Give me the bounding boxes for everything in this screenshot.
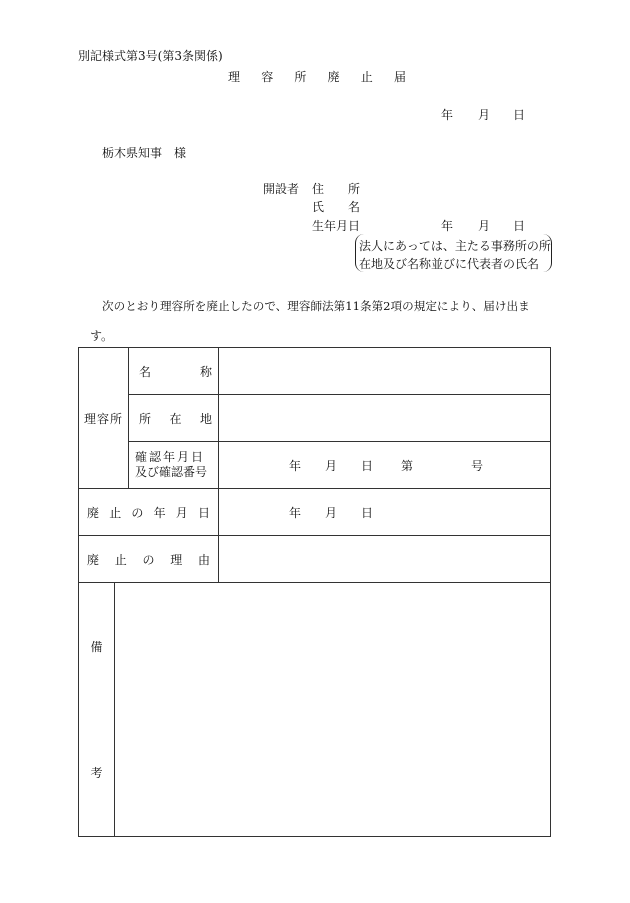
corp-note-line1: 法人にあっては、主たる事務所の所 (359, 239, 551, 253)
name-label-cell (129, 348, 219, 395)
name-label-1: 氏 (312, 200, 325, 214)
abolish-date-value-cell[interactable] (219, 489, 551, 536)
title-char: 届 (393, 70, 406, 84)
address-label-1: 住 (312, 182, 325, 196)
location-label-char: 所 (139, 411, 152, 426)
location-label-char: 地 (199, 411, 212, 426)
abolish-date-char: 月 (175, 505, 188, 520)
title-char: 容 (261, 70, 274, 84)
birth-year: 年 (441, 219, 454, 233)
abolish-reason-char: 理 (170, 552, 183, 567)
submission-month: 月 (478, 108, 491, 122)
abolish-date-char: 止 (109, 505, 122, 520)
confirm-label-cell (129, 442, 219, 489)
abolish-date-char: の (131, 505, 144, 520)
confirm-label-line1: 確認年月日 (135, 450, 206, 464)
abolition-form-table (78, 347, 551, 837)
barbershop-label: 理容所 (84, 411, 124, 426)
name-label-char: 称 (200, 364, 213, 379)
abolish-reason-label-cell (79, 536, 219, 583)
abolish-reason-char: の (142, 552, 155, 567)
abolish-day: 日 (361, 505, 374, 520)
confirm-label-line2: 及び確認番号 (135, 465, 208, 479)
address-label-2: 所 (348, 182, 361, 196)
abolish-reason-char: 廃 (87, 552, 100, 567)
abolish-date-char: 年 (153, 505, 166, 520)
birth-month: 月 (478, 219, 491, 233)
abolish-reason-char: 止 (114, 552, 127, 567)
confirm-no: 第 (401, 458, 414, 473)
confirm-value-cell[interactable] (219, 442, 551, 489)
location-label-char: 在 (169, 411, 182, 426)
confirm-go: 号 (471, 458, 484, 473)
abolish-reason-value-cell[interactable] (219, 536, 551, 583)
birth-label: 生年月日 (312, 219, 361, 233)
title-char: 廃 (327, 70, 340, 84)
remarks-value-cell[interactable] (115, 583, 551, 837)
document-title (228, 68, 406, 85)
corp-note-line2: 在地及び名称並びに代表者の氏名 (359, 257, 540, 271)
remarks-char: 考 (90, 766, 103, 781)
abolish-date-label-cell (79, 489, 219, 536)
name-label-2: 名 (348, 200, 361, 214)
addressee: 栃木県知事 様 (102, 146, 187, 160)
confirm-month: 月 (325, 458, 338, 473)
remarks-char: 備 (90, 639, 103, 654)
confirm-day: 日 (361, 458, 374, 473)
abolish-date-char: 日 (197, 505, 210, 520)
confirm-year: 年 (289, 458, 302, 473)
submission-day: 日 (513, 108, 526, 122)
location-label-cell (129, 395, 219, 442)
abolish-month: 月 (325, 505, 338, 520)
title-char: 止 (360, 70, 373, 84)
abolish-reason-char: 由 (198, 552, 211, 567)
submission-year: 年 (441, 108, 454, 122)
name-value-cell[interactable] (219, 348, 551, 395)
body-text-line2: す。 (90, 329, 114, 343)
form-number: 別記様式第3号(第3条関係) (78, 49, 223, 63)
title-char: 所 (294, 70, 307, 84)
abolish-year: 年 (289, 505, 302, 520)
barbershop-group-label (79, 348, 129, 489)
remarks-label-cell (79, 583, 115, 837)
applicant-prefix: 開設者 (263, 182, 300, 196)
birth-day: 日 (513, 219, 526, 233)
abolish-date-char: 廃 (87, 505, 100, 520)
title-char: 理 (228, 70, 241, 84)
name-label-char: 名 (139, 364, 152, 379)
location-value-cell[interactable] (219, 395, 551, 442)
body-text-line1: 次のとおり理容所を廃止したので、理容師法第11条第2項の規定により、届け出ま (102, 299, 530, 313)
